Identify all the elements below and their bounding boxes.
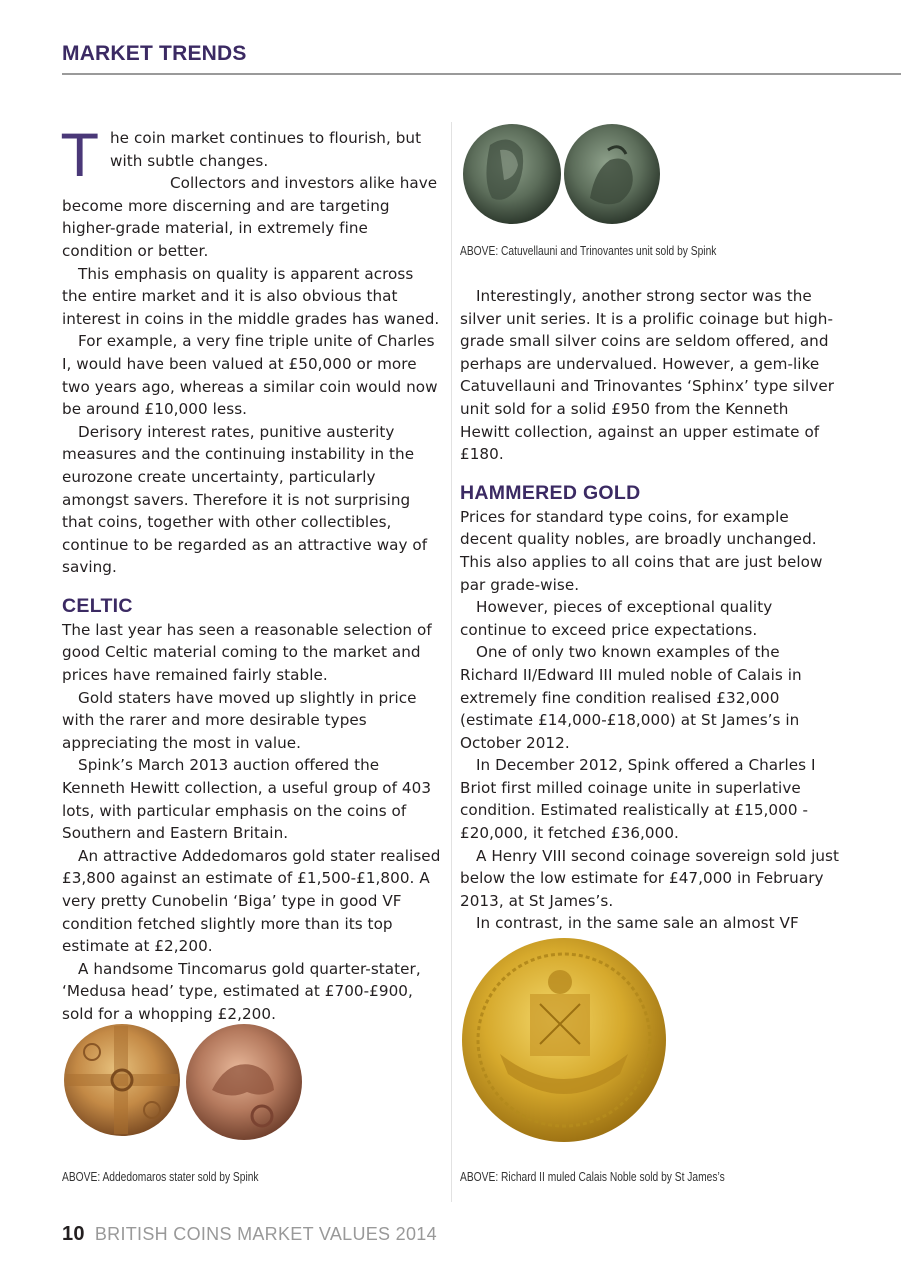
- celtic-paragraph-3: Spink’s March 2013 auction offered the Kenneth Hewitt collection, a useful group of 403 lots, with particular emphasis on the coins of Southern and Eastern Britain.: [62, 756, 432, 843]
- header-rule: [62, 73, 901, 75]
- intro-paragraph-2: Collectors and investors alike have become more discerning and are targeting higher-grade material, in extremely fine condition or better.: [62, 174, 438, 260]
- celtic-paragraph-5: A handsome Tincomarus gold quarter-stater, ‘Medusa head’ type, estimated at £700-£900, sold for a whopping £2,200.: [62, 959, 421, 1023]
- richard-noble-caption: ABOVE: Richard II muled Calais Noble sold by St James’s: [460, 1170, 725, 1184]
- hammered-paragraph-4: In December 2012, Spink offered a Charles I Briot first milled coinage unite in superlative condition. Estimated realistically at £15,000 -£20,000, it fetched £36,000.: [460, 756, 816, 843]
- hammered-paragraph-6: In contrast, in the same sale an almost VF: [476, 914, 799, 933]
- richard-noble-image: [460, 934, 670, 1146]
- intro-paragraph-4: For example, a very fine triple unite of Charles I, would have been valued at £50,000 or more two years ago, whereas a similar coin would now be around £10,000 less.: [62, 332, 438, 419]
- celtic-paragraph-4: An attractive Addedomaros gold stater realised £3,800 against an estimate of £1,500-£1,800. A very pretty Cunobelin ‘Biga’ type in good VF condition fetched slightly more than its top estimate at £2,200.: [62, 846, 441, 956]
- catuvellauni-coins-image: [460, 120, 665, 230]
- publication-title: BRITISH COINS MARKET VALUES 2014: [94, 1224, 437, 1244]
- celtic-paragraph-1: The last year has seen a reasonable selection of good Celtic material coming to the market and prices have remained fairly stable.: [62, 620, 432, 685]
- celtic-heading: CELTIC: [62, 594, 133, 617]
- intro-paragraph-3: This emphasis on quality is apparent across the entire market and it is also obvious that interest in coins in the middle grades has waned.: [62, 264, 440, 328]
- celtic-paragraph-2: Gold staters have moved up slightly in price with the rarer and more desirable types appreciating the most in value.: [62, 688, 417, 752]
- page-number: 10: [62, 1223, 85, 1245]
- hammered-gold-heading: HAMMERED GOLD: [460, 481, 641, 504]
- hammered-paragraph-2: However, pieces of exceptional quality continue to exceed price expectations.: [460, 598, 773, 639]
- silver-unit-paragraph: Interestingly, another strong sector was the silver unit series. It is a prolific coinage but high-grade small silver coins are seldom offered, and perhaps are undervalued. However, a gem-like Catuvellauni and Trinovantes ‘Sphinx’ type silver unit sold for a solid £950 from the Kenneth Hewitt collection, against an upper estimate of £180.: [460, 287, 835, 464]
- hammered-paragraph-3: One of only two known examples of the Richard II/Edward III muled noble of Calais in extremely fine condition realised £32,000 (estimate £14,000-£18,000) at St James’s in October 2012.: [460, 643, 802, 752]
- addedomaros-coins-image: [62, 1020, 307, 1144]
- hammered-paragraph-5: A Henry VIII second coinage sovereign sold just below the low estimate for £47,000 in February 2013, at St James’s.: [460, 846, 839, 910]
- hammered-paragraph-1: Prices for standard type coins, for example decent quality nobles, are broadly unchanged. This also applies to all coins that are just below par grade-wise.: [460, 507, 823, 594]
- page-footer: [62, 1223, 437, 1246]
- column-divider: [451, 122, 452, 1202]
- intro-paragraph-5: Derisory interest rates, punitive austerity measures and the continuing instability in the eurozone create uncertainty, particularly amongst savers. Therefore it is not surprising that coins, together with other collectibles, continue to be regarded as an attractive way of saving.: [62, 422, 428, 577]
- intro-paragraph-1: The coin market continues to flourish, but with subtle changes.: [62, 122, 422, 190]
- drop-cap: T: [62, 122, 98, 190]
- left-column: [62, 122, 442, 1026]
- section-title: MARKET TRENDS: [62, 42, 247, 65]
- addedomaros-caption: ABOVE: Addedomaros stater sold by Spink: [62, 1170, 259, 1184]
- catuvellauni-caption: ABOVE: Catuvellauni and Trinovantes unit sold by Spink: [460, 244, 717, 258]
- right-column: [460, 285, 840, 935]
